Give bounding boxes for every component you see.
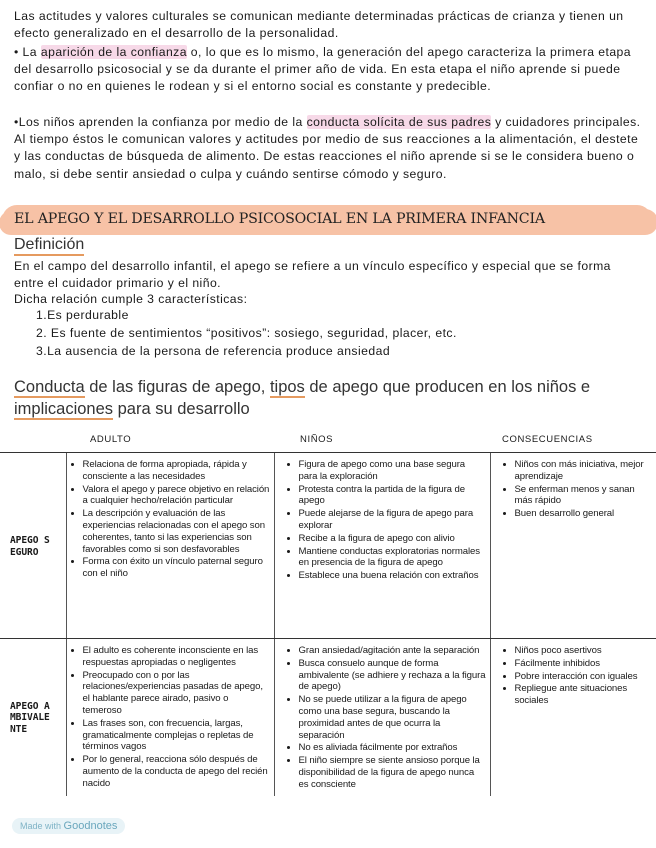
goodnotes-watermark — [12, 818, 125, 834]
list-item: • Pobre interacción con iguales — [515, 671, 653, 683]
list-item: • Recibe a la figura de apego con alivio — [299, 533, 486, 545]
attachment-table — [0, 428, 656, 796]
list-item: • Repliegue ante situaciones sociales — [515, 683, 653, 707]
consecuencias-list — [495, 645, 653, 707]
list-item: • Relaciona de forma apropiada, rápida y consciente a las necesidades — [83, 459, 270, 483]
consecuencias-list — [495, 459, 653, 520]
list-item: • Preocupado con o por las relaciones/experiencias pasadas de apego, el hablante parece airado, pasivo o temeroso — [83, 670, 270, 717]
list-item: 3.La ausencia de la persona de referencia produce ansiedad — [36, 344, 391, 358]
section-heading — [14, 376, 644, 420]
ninos-list — [279, 459, 486, 582]
list-item: • Por lo general, reacciona sólo después de aumento de la conducta de apego del recién nacido — [83, 754, 270, 789]
row-label-text: APEGO SEGURO — [10, 534, 50, 558]
heading-word-tipos: tipos — [269, 378, 305, 396]
list-item: • La descripción y evaluación de las experiencias relacionadas con el apego son coherentes, tanto si las experiencias son favorables como si son desfavorables — [83, 508, 270, 555]
list-item: • Mantiene conductas exploratorias normales en presencia de la figura de apego — [299, 546, 486, 570]
intro-p2-post: o, lo que es lo mismo, la generación del apego caracteriza la primera etapa del desarrollo psicosocial y se da durante el primer año de vida. En esta etapa el niño aprende si puede confiar o no en quienes le rodean y si el entorno social es constante y predecible. — [14, 45, 632, 94]
heading-word-implicaciones: implicaciones — [14, 400, 114, 418]
list-item: • Buen desarrollo general — [515, 508, 653, 520]
list-item: • El adulto es coherente inconsciente en las respuestas apropiadas o negligentes — [83, 645, 270, 669]
title-banner: EL APEGO Y EL DESARROLLO PSICOSOCIAL EN LA PRIMERA INFANCIA — [14, 211, 545, 227]
definition-title: Definición — [14, 236, 84, 256]
list-item: • Establece una buena relación con extraños — [299, 570, 486, 582]
list-item: • Las frases son, con frecuencia, largas, gramaticalmente complejas o repletas de términos vagos — [83, 718, 270, 753]
list-item: • El niño siempre se siente ansioso porque la disponibilidad de la figura de apego nunca es consciente — [299, 755, 486, 790]
cell-adulto — [66, 639, 274, 796]
heading-text: de las figuras de apego, — [84, 378, 270, 396]
header-adulto: ADULTO — [66, 428, 274, 453]
watermark-brand: Goodnotes — [63, 820, 118, 832]
definition-intro: Dicha relación cumple 3 características: — [14, 292, 248, 306]
heading-text: de apego que producen en los niños e — [304, 378, 591, 396]
list-item: • Protesta contra la partida de la figura de apego — [299, 484, 486, 508]
list-item: • Figura de apego como una base segura para la exploración — [299, 459, 486, 483]
cell-ninos — [274, 453, 490, 639]
table-row — [0, 453, 656, 639]
watermark-small-text: Made with — [20, 821, 62, 831]
list-item: • No es aliviada fácilmente por extraños — [299, 742, 486, 754]
adulto-list — [71, 645, 270, 790]
cell-adulto — [66, 453, 274, 639]
list-item: • Se enferman menos y sanan más rápido — [515, 484, 653, 508]
list-item: • Puede alejarse de la figura de apego para explorar — [299, 508, 486, 532]
row-label-seguro — [0, 453, 66, 639]
list-item: 2. Es fuente de sentimientos “positivos”: sosiego, seguridad, placer, etc. — [36, 326, 457, 340]
intro-p1-text: Las actitudes y valores culturales se comunican mediante determinadas prácticas de crianza y tienen un efecto generalizado en el desarrollo de la personalidad. — [14, 9, 624, 41]
list-item: • Forma con éxito un vínculo paternal seguro con el niño — [83, 556, 270, 580]
list-item: • No se puede utilizar a la figura de apego como una base segura, buscando la proximidad antes de que ocurra la separación — [299, 694, 486, 741]
highlight-confianza: aparición de la confianza — [40, 45, 187, 59]
table-header-row — [0, 428, 656, 453]
intro-p2-pre: • La — [14, 45, 41, 59]
heading-word-conducta: Conducta — [14, 378, 85, 396]
intro-paragraph-1 — [14, 8, 644, 42]
cell-consecuencias — [490, 453, 656, 639]
definition-text: En el campo del desarrollo infantil, el apego se refiere a un vínculo específico y especial que se forma entre el cuidador primario y el niño. — [14, 259, 611, 291]
cell-consecuencias — [490, 639, 656, 796]
row-label-ambivalente — [0, 639, 66, 796]
list-item: • Niños poco asertivos — [515, 645, 653, 657]
intro-p3-post: y cuidadores principales. Al tiempo éstos le comunican valores y actitudes por medio de sus reacciones a la alimentación, el destete y las conductas de búsqueda de alimento. De estas reacciones el niño aprende si se le considera bueno o malo, si debe sentir ansiedad o culpa y cuándo sentirse cómodo y seguro. — [14, 115, 641, 181]
ninos-list — [279, 645, 486, 791]
header-consecuencias: CONSECUENCIAS — [490, 428, 656, 453]
intro-paragraph-2 — [14, 44, 644, 96]
list-item: 1.Es perdurable — [36, 308, 129, 322]
header-ninos: NIÑOS — [274, 428, 490, 453]
list-item: • Niños con más iniciativa, mejor aprendizaje — [515, 459, 653, 483]
table-row — [0, 639, 656, 796]
intro-p3-pre: •Los niños aprenden la confianza por medio de la — [14, 115, 307, 129]
highlight-conducta-padres: conducta solícita de sus padres — [306, 115, 492, 129]
header-empty — [0, 428, 66, 453]
definition-heading — [14, 236, 84, 254]
intro-paragraph-3 — [14, 114, 644, 183]
cell-ninos — [274, 639, 490, 796]
characteristics-list — [36, 306, 457, 360]
heading-text: para su desarrollo — [113, 400, 250, 418]
list-item: • Gran ansiedad/agitación ante la separación — [299, 645, 486, 657]
adulto-list — [71, 459, 270, 580]
list-item: • Busca consuelo aunque de forma ambivalente (se adhiere y rechaza a la figura de apego) — [299, 658, 486, 693]
list-item: • Fácilmente inhibidos — [515, 658, 653, 670]
row-label-text: APEGO AMBIVALENTE — [10, 700, 50, 736]
list-item: • Valora el apego y parece objetivo en relación a cualquier hecho/relación particular — [83, 484, 270, 508]
